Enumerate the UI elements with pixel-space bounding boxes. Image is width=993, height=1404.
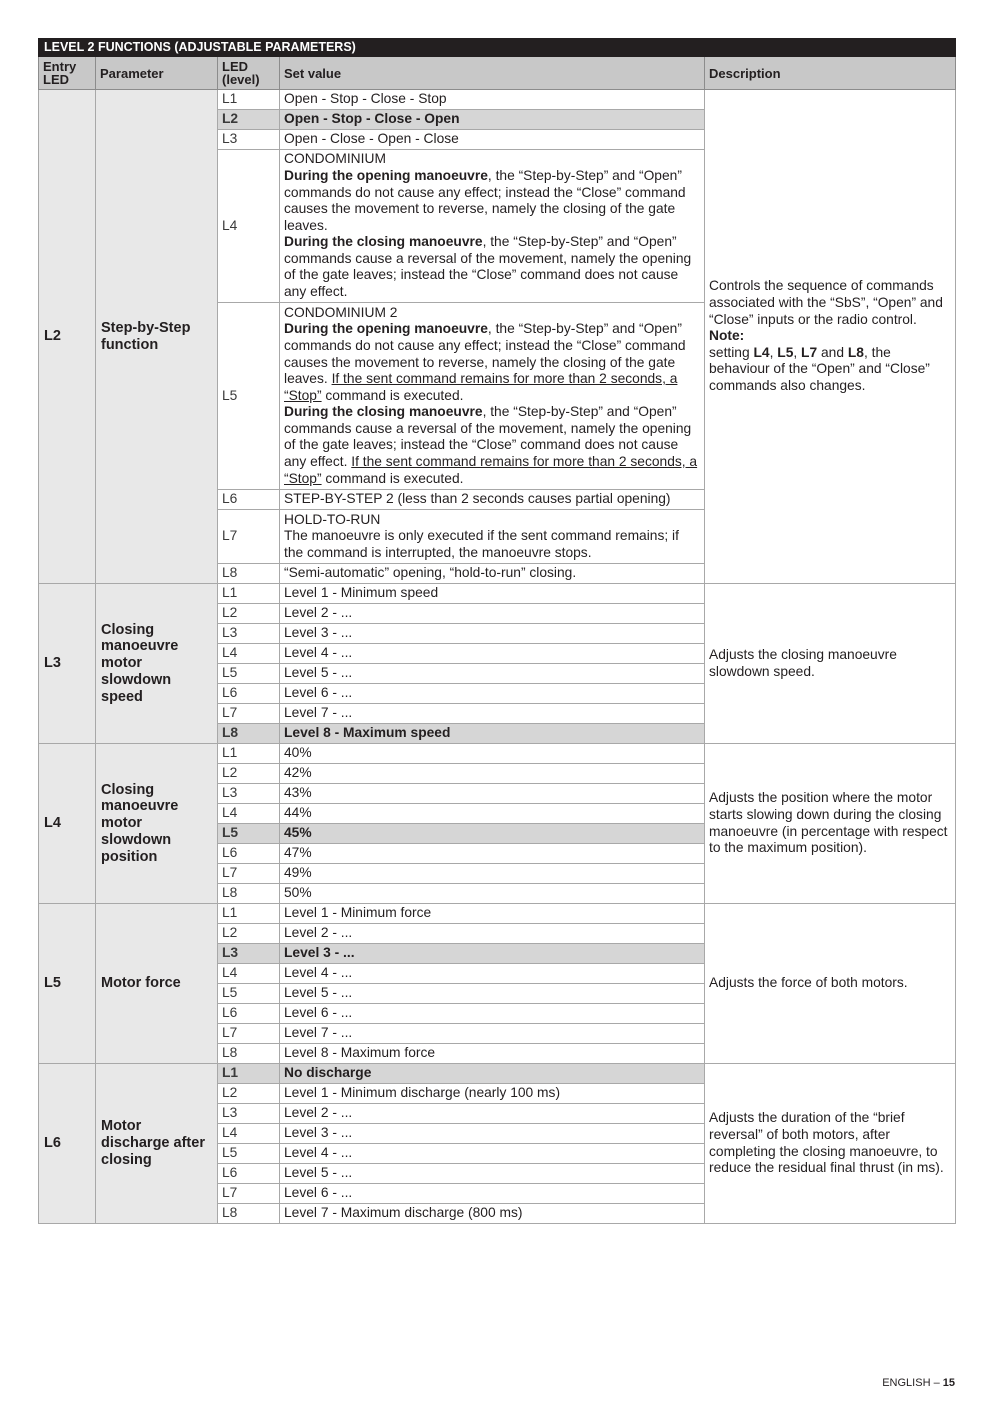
entry-led-cell: L4	[39, 744, 96, 904]
table-row	[39, 584, 956, 604]
set-value-cell: Open - Stop - Close - Open	[280, 110, 705, 130]
set-value-cell: 44%	[280, 804, 705, 824]
note-led-ref: L4	[753, 344, 770, 360]
led-level-cell: L2	[218, 1084, 280, 1104]
set-value-cell: Level 3 - ...	[280, 944, 705, 964]
header-set-value: Set value	[280, 57, 705, 90]
note-led-ref: L5	[777, 344, 794, 360]
set-value-cell: STEP-BY-STEP 2 (less than 2 seconds causes partial opening)	[280, 490, 705, 510]
set-value-cell: 42%	[280, 764, 705, 784]
closing-text: , the “Step-by-Step” and “Open” commands cause a reversal of the movement, namely the opening of the gate leaves; instead the “Close” command does not cause any effect.	[284, 404, 692, 470]
led-level-cell: L1	[218, 904, 280, 924]
led-level-cell: L2	[218, 110, 280, 130]
footer-language: ENGLISH –	[882, 1377, 943, 1389]
led-level-cell: L3	[218, 1104, 280, 1124]
set-value-cell	[280, 303, 705, 490]
set-value-cell: Level 2 - ...	[280, 604, 705, 624]
set-value-cell: Level 7 - ...	[280, 704, 705, 724]
led-level-cell: L2	[218, 604, 280, 624]
opening-tail-text: command is executed.	[321, 387, 464, 403]
description-cell: Adjusts the force of both motors.	[705, 904, 956, 1064]
led-level-cell: L8	[218, 564, 280, 584]
set-value-cell: Open - Stop - Close - Stop	[280, 90, 705, 110]
entry-led-cell: L2	[39, 90, 96, 584]
led-level-cell: L7	[218, 1024, 280, 1044]
table-group	[39, 584, 956, 744]
led-level-cell: L1	[218, 744, 280, 764]
note-separator: ,	[793, 344, 802, 360]
led-level-cell: L7	[218, 510, 280, 564]
set-value-cell: 50%	[280, 884, 705, 904]
mode-text: The manoeuvre is only executed if the sent command remains; if the command is interrupted, the manoeuvre stops.	[284, 528, 679, 560]
mode-title: CONDOMINIUM	[284, 151, 386, 167]
opening-label: During the opening manoeuvre	[284, 321, 488, 337]
opening-text: , the “Step-by-Step” and “Open” commands do not cause any effect; instead the “Close” command causes the movement to reverse, namely the closing of the gate leaves.	[284, 167, 686, 233]
led-level-cell: L6	[218, 684, 280, 704]
led-level-cell: L2	[218, 924, 280, 944]
set-value-cell	[280, 510, 705, 564]
table-group	[39, 1064, 956, 1224]
led-level-cell: L7	[218, 1184, 280, 1204]
set-value-cell: Level 7 - ...	[280, 1024, 705, 1044]
led-level-cell: L8	[218, 884, 280, 904]
led-level-cell: L3	[218, 624, 280, 644]
led-level-cell: L8	[218, 724, 280, 744]
header-parameter: Parameter	[96, 57, 218, 90]
parameter-cell: Step-by-Step function	[96, 90, 218, 584]
set-value-cell: Level 2 - ...	[280, 1104, 705, 1124]
table-header-row	[39, 57, 956, 90]
parameter-cell: Motor force	[96, 904, 218, 1064]
led-level-cell: L4	[218, 1124, 280, 1144]
set-value-cell: Level 3 - ...	[280, 1124, 705, 1144]
set-value-cell: Level 5 - ...	[280, 664, 705, 684]
set-value-cell: Level 1 - Minimum discharge (nearly 100 ms)	[280, 1084, 705, 1104]
led-level-cell: L4	[218, 964, 280, 984]
note-label: Note:	[709, 328, 745, 344]
opening-text: , the “Step-by-Step” and “Open” commands do not cause any effect; instead the “Close” command causes the movement to reverse, namely the closing of the gate leaves.	[284, 321, 686, 387]
led-level-cell: L1	[218, 90, 280, 110]
set-value-cell: Level 6 - ...	[280, 1004, 705, 1024]
set-value-cell: 45%	[280, 824, 705, 844]
note-separator: ,	[769, 344, 778, 360]
level2-functions-table	[38, 38, 956, 1224]
set-value-cell: Level 6 - ...	[280, 1184, 705, 1204]
parameter-cell: Closing manoeuvre motor slowdown position	[96, 744, 218, 904]
note-separator: and	[817, 344, 848, 360]
set-value-cell: Level 7 - Maximum discharge (800 ms)	[280, 1204, 705, 1224]
led-level-cell: L5	[218, 824, 280, 844]
header-entry-led: Entry LED	[39, 57, 96, 90]
set-value-cell: Level 3 - ...	[280, 624, 705, 644]
table-row	[39, 744, 956, 764]
set-value-cell: 43%	[280, 784, 705, 804]
set-value-cell: 47%	[280, 844, 705, 864]
led-level-cell: L3	[218, 944, 280, 964]
set-value-cell: 40%	[280, 744, 705, 764]
entry-led-cell: L3	[39, 584, 96, 744]
table-row	[39, 90, 956, 110]
closing-tail-text: command is executed.	[321, 470, 464, 486]
led-level-cell: L8	[218, 1044, 280, 1064]
set-value-cell: Level 4 - ...	[280, 644, 705, 664]
parameter-cell: Motor discharge after closing	[96, 1064, 218, 1224]
led-level-cell: L6	[218, 490, 280, 510]
led-level-cell: L5	[218, 664, 280, 684]
set-value-cell: Level 4 - ...	[280, 1144, 705, 1164]
table-group	[39, 904, 956, 1064]
header-description: Description	[705, 57, 956, 90]
led-level-cell: L6	[218, 1004, 280, 1024]
led-level-cell: L8	[218, 1204, 280, 1224]
note-text: , the behaviour of the “Open” and “Close” commands also changes.	[709, 344, 930, 393]
led-level-cell: L2	[218, 764, 280, 784]
closing-underlined-text: If the sent command remains for more than 2 seconds, a “Stop”	[284, 454, 698, 486]
mode-title: HOLD-TO-RUN	[284, 511, 381, 527]
led-level-cell: L3	[218, 784, 280, 804]
led-level-cell: L3	[218, 130, 280, 150]
description-cell: Adjusts the closing manoeuvre slowdown speed.	[705, 584, 956, 744]
led-level-cell: L7	[218, 864, 280, 884]
table-group	[39, 744, 956, 904]
set-value-cell: Level 5 - ...	[280, 984, 705, 1004]
description-cell	[705, 90, 956, 584]
set-value-cell: Level 8 - Maximum force	[280, 1044, 705, 1064]
set-value-cell: “Semi-automatic” opening, “hold-to-run” closing.	[280, 564, 705, 584]
set-value-cell: Level 5 - ...	[280, 1164, 705, 1184]
set-value-cell: Open - Close - Open - Close	[280, 130, 705, 150]
header-led-level: LED (level)	[218, 57, 280, 90]
description-cell: Adjusts the duration of the “brief reversal” of both motors, after completing the closing manoeuvre, to reduce the residual final thrust (in ms).	[705, 1064, 956, 1224]
led-level-cell: L1	[218, 584, 280, 604]
led-level-cell: L1	[218, 1064, 280, 1084]
led-level-cell: L5	[218, 303, 280, 490]
closing-text: , the “Step-by-Step” and “Open” commands cause a reversal of the movement, namely the opening of the gate leaves; instead the “Close” command does not cause any effect.	[284, 234, 692, 300]
closing-label: During the closing manoeuvre	[284, 234, 483, 250]
set-value-cell: No discharge	[280, 1064, 705, 1084]
mode-title: CONDOMINIUM 2	[284, 304, 398, 320]
opening-underlined-text: If the sent command remains for more than 2 seconds, a “Stop”	[284, 371, 678, 403]
note-text: setting	[709, 344, 754, 360]
led-level-cell: L7	[218, 704, 280, 724]
set-value-cell: 49%	[280, 864, 705, 884]
led-level-cell: L4	[218, 150, 280, 303]
led-level-cell: L5	[218, 1144, 280, 1164]
table-title-row	[39, 39, 956, 57]
table-title: LEVEL 2 FUNCTIONS (ADJUSTABLE PARAMETERS)	[39, 39, 956, 57]
table-row	[39, 904, 956, 924]
set-value-cell: Level 1 - Minimum force	[280, 904, 705, 924]
set-value-cell: Level 6 - ...	[280, 684, 705, 704]
led-level-cell: L6	[218, 1164, 280, 1184]
description-text: Controls the sequence of commands associated with the “SbS”, “Open” and “Close” inputs or the radio control.	[709, 278, 943, 327]
led-level-cell: L5	[218, 984, 280, 1004]
led-level-cell: L6	[218, 844, 280, 864]
set-value-cell: Level 2 - ...	[280, 924, 705, 944]
description-cell: Adjusts the position where the motor starts slowing down during the closing manoeuvre (in percentage with respect to the maximum position).	[705, 744, 956, 904]
set-value-cell: Level 4 - ...	[280, 964, 705, 984]
set-value-cell: Level 1 - Minimum speed	[280, 584, 705, 604]
led-level-cell: L4	[218, 804, 280, 824]
page-footer	[882, 1377, 955, 1389]
opening-label: During the opening manoeuvre	[284, 167, 488, 183]
led-level-cell: L4	[218, 644, 280, 664]
parameter-cell: Closing manoeuvre motor slowdown speed	[96, 584, 218, 744]
page-number: 15	[942, 1377, 955, 1389]
closing-label: During the closing manoeuvre	[284, 404, 483, 420]
note-led-ref: L7	[801, 344, 818, 360]
set-value-cell: Level 8 - Maximum speed	[280, 724, 705, 744]
entry-led-cell: L6	[39, 1064, 96, 1224]
entry-led-cell: L5	[39, 904, 96, 1064]
set-value-cell	[280, 150, 705, 303]
table-row-selected	[39, 1064, 956, 1084]
note-led-ref: L8	[847, 344, 864, 360]
